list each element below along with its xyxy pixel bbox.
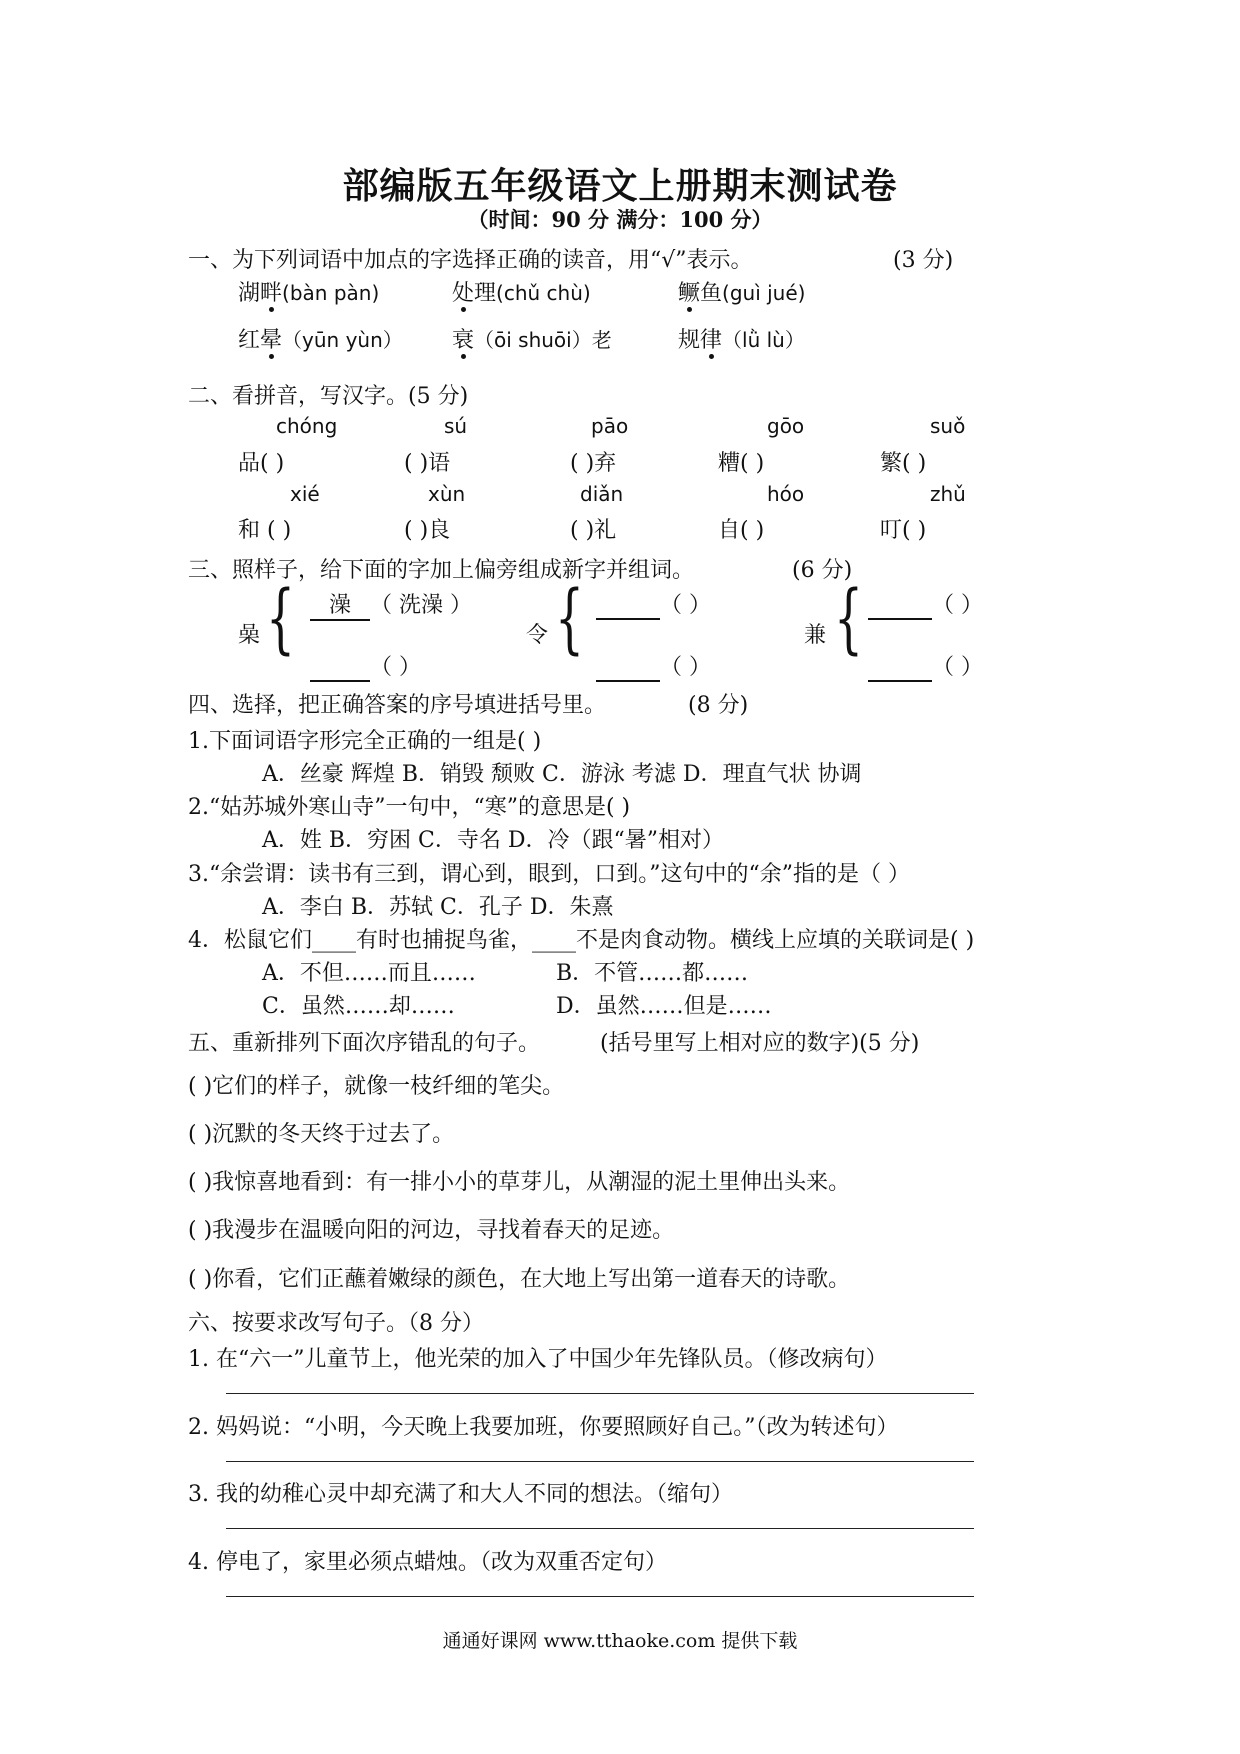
s3-blank-3b: （ ） [868,650,983,682]
s3-base-char-2: 令 [526,623,549,648]
section-5-note: (括号里写上相对应的数字)(5 分) [600,1031,920,1056]
s1-item-2: 处理(chǔ chù) [452,281,591,306]
section-4-score: (8 分) [688,693,749,718]
s2-pinyin-1: chóng [276,414,338,438]
section-5-heading: 五、重新排列下面次序错乱的句子。 [188,1031,541,1056]
s2-word-10: 叮( ) [880,518,927,543]
s4-question-1: 1.下面词语字形完全正确的一组是( ) [188,729,542,754]
s1-item-3: 鳜鱼(guì jué) [678,281,806,306]
section-6-heading: 六、按要求改写句子。（8 分） [188,1311,484,1336]
s4-question-3: 3.“余尝谓：读书有三到，谓心到，眼到，口到。”这句中的“余”指的是（ ） [188,862,910,887]
s5-line-3: ( )我惊喜地看到：有一排小小的草芽儿，从潮湿的泥土里伸出头来。 [188,1170,851,1195]
s2-pinyin-7: xùn [428,482,466,506]
s2-pinyin-6: xié [290,482,320,506]
s4-question-2: 2.“姑苏城外寒山寺”一句中，“寒”的意思是( ) [188,795,631,820]
s1-item-4: 红晕（yūn yùn） [238,328,403,353]
s3-blank-2b: （ ） [596,650,711,682]
answer-line-1[interactable] [226,1393,974,1394]
s4-options-3: A．李白 B．苏轼 C．孔子 D．朱熹 [262,895,614,920]
s1-item-6: 规律（lǜ lù） [678,328,805,353]
s2-pinyin-4: gōo [767,414,805,438]
s2-word-5: 繁( ) [880,451,927,476]
s4-question-4: 4．松鼠它们____有时也捕捉鸟雀，____不是肉食动物。横线上应填的关联词是( ) [188,928,975,953]
s6-item-3: 3. 我的幼稚心灵中却充满了和大人不同的想法。（缩句） [188,1482,733,1507]
s1-item-1: 湖畔(bàn pàn) [238,281,380,306]
s3-brace-3: { [834,573,864,662]
answer-line-2[interactable] [226,1461,974,1462]
s5-line-4: ( )我漫步在温暖向阳的河边，寻找着春天的足迹。 [188,1218,675,1243]
section-1-heading [188,243,753,274]
s3-base-char-3: 兼 [804,623,827,648]
s2-word-1: 品( ) [238,451,285,476]
section-4-heading: 四、选择，把正确答案的序号填进括号里。 [188,693,607,718]
s4-option-4a: A．不但……而且…… [262,961,476,986]
s4-option-4c: C．虽然……却…… [262,994,455,1019]
s3-brace-2: { [555,573,585,662]
s1-item-5: 衰（ōi shuōi）老 [452,328,612,353]
s3-example-1: 澡 （ 洗澡 ） [310,588,472,621]
section-3-score: (6 分) [792,558,853,583]
s2-word-9: 自( ) [718,518,765,543]
answer-line-3[interactable] [226,1528,974,1529]
s2-pinyin-10: zhǔ [930,482,966,506]
s2-word-8: ( )礼 [570,518,617,543]
s2-pinyin-2: sú [444,414,468,438]
s2-word-3: ( )弃 [570,451,617,476]
section-3-heading: 三、照样子，给下面的字加上偏旁组成新字并组词。 [188,558,695,583]
answer-line-4[interactable] [226,1596,974,1597]
s4-option-4d: D．虽然……但是…… [556,994,772,1019]
s3-blank-1b: （ ） [310,650,421,682]
s6-item-2: 2. 妈妈说：“小明，今天晚上我要加班，你要照顾好自己。”（改为转述句） [188,1415,899,1440]
s3-blank-3a: （ ） [868,588,983,620]
page-subtitle: （时间：90 分 满分：100 分） [467,207,773,232]
s2-pinyin-9: hóo [767,482,805,506]
s3-blank-2a: （ ） [596,588,711,620]
s4-option-4b: B．不管……都…… [556,961,749,986]
page-title: 部编版五年级语文上册期末测试卷 [342,165,898,207]
s2-word-7: ( )良 [404,518,451,543]
s6-item-4: 4. 停电了，家里必须点蜡烛。（改为双重否定句） [188,1550,667,1575]
s2-word-6: 和 ( ) [238,518,292,543]
s2-pinyin-5: suǒ [930,414,966,438]
s2-word-4: 糟( ) [718,451,765,476]
section-2-heading: 二、看拼音，写汉字。(5 分) [188,384,469,409]
s2-pinyin-3: pāo [591,414,629,438]
s5-line-1: ( )它们的样子，就像一枝纤细的笔尖。 [188,1074,565,1099]
section-1-title: 一、为下列词语中加点的字选择正确的读音，用“√”表示。 [188,248,753,273]
section-1-score: (3 分) [893,248,954,273]
s4-options-2: A．姓 B．穷困 C．寺名 D．冷（跟“暑”相对） [262,828,725,853]
s5-line-5: ( )你看，它们正蘸着嫩绿的颜色，在大地上写出第一道春天的诗歌。 [188,1267,851,1292]
s2-pinyin-8: diǎn [580,482,624,506]
s6-item-1: 1. 在“六一”儿童节上，他光荣的加入了中国少年先锋队员。（修改病句） [188,1347,888,1372]
s4-options-1: A．丝豪 辉煌 B．销毁 颓败 C．游泳 考滤 D．理直气状 协调 [262,762,862,787]
s3-brace-1: { [266,573,296,662]
page-footer: 通通好课网 www.tthaoke.com 提供下载 [442,1630,798,1652]
s2-word-2: ( )语 [404,451,451,476]
s5-line-2: ( )沉默的冬天终于过去了。 [188,1122,455,1147]
s3-base-char-1: 喿 [238,623,261,648]
